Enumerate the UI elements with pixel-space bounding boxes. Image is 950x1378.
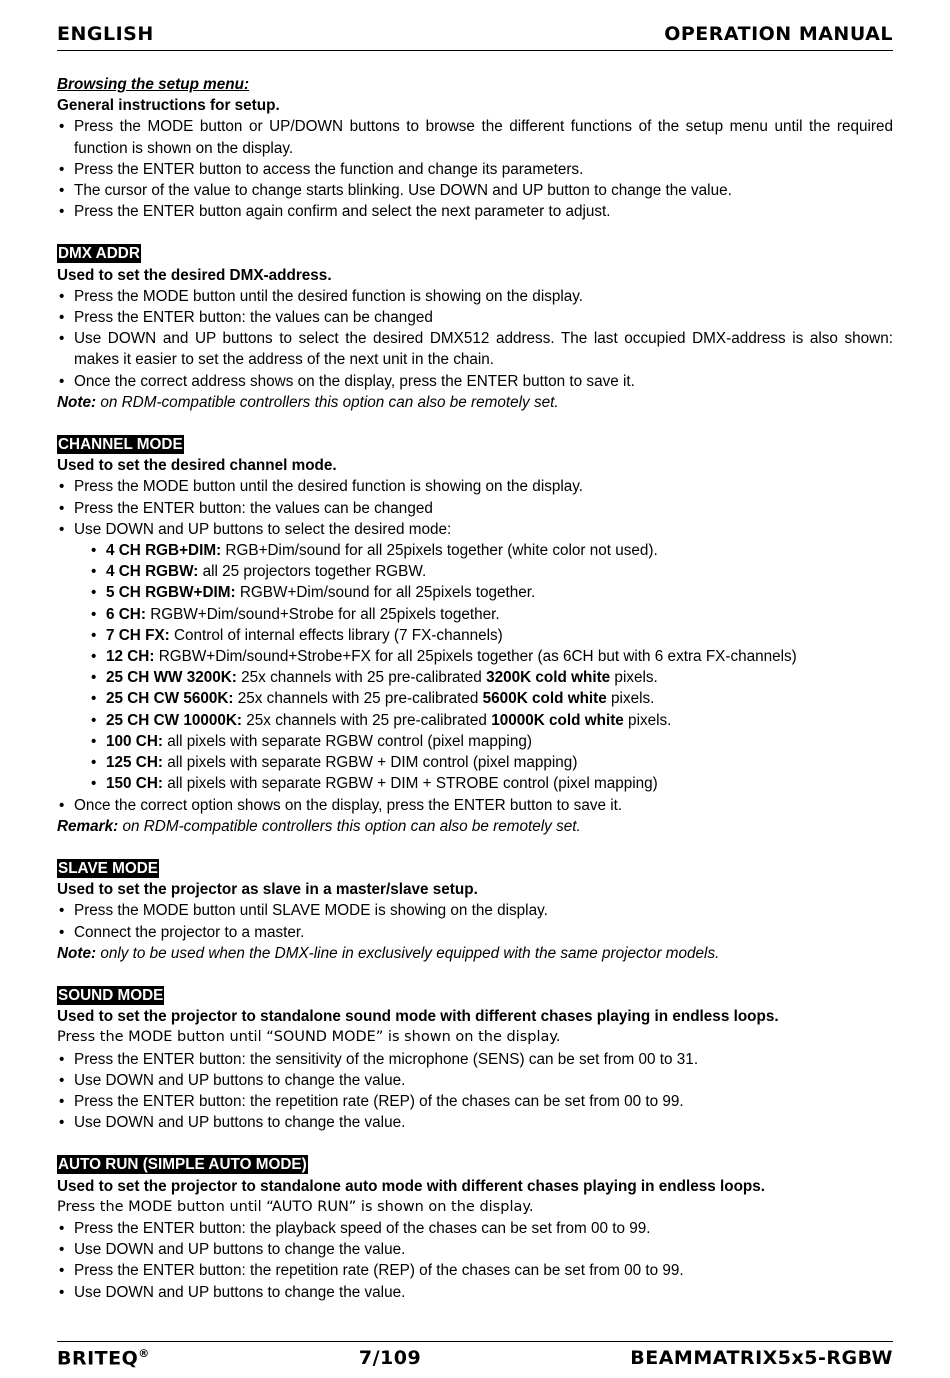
remark: [57, 816, 893, 837]
list-item: • Use DOWN and UP buttons to change the value.: [57, 1112, 893, 1133]
list-item: • Connect the projector to a master.: [57, 922, 893, 943]
list-item: • Use DOWN and UP buttons to change the value.: [57, 1239, 893, 1260]
mode-item: • 25 CH CW 10000K: 25x channels with 25 pre-calibrated 10000K cold white pixels.: [57, 710, 893, 731]
remark-text: on RDM-compatible controllers this option can also be remotely set.: [118, 817, 581, 835]
section-subtitle: Used to set the desired DMX-address.: [57, 266, 332, 284]
mode-item: • 150 CH: all pixels with separate RGBW + DIM + STROBE control (pixel mapping): [57, 773, 893, 794]
mode-item: • 12 CH: RGBW+Dim/sound+Strobe+FX for all 25pixels together (as 6CH but with 6 extra FX-channels): [57, 646, 893, 667]
section-tag-slave-mode: SLAVE MODE: [58, 859, 159, 877]
list-item: • Once the correct option shows on the display, press the ENTER button to save it.: [57, 795, 893, 816]
mode-item: • 25 CH CW 5600K: 25x channels with 25 pre-calibrated 5600K cold white pixels.: [57, 688, 893, 709]
note: [57, 392, 893, 413]
channel-mode-list: [57, 476, 893, 540]
list-item: • Press the MODE button until the desired function is showing on the display.: [57, 286, 893, 307]
footer-brand: BRITEQ®: [57, 1346, 150, 1370]
note-label: Note:: [57, 393, 97, 411]
list-item: • Press the ENTER button: the values can be changed: [57, 307, 893, 328]
note-label: Note:: [57, 944, 97, 962]
list-item: • Press the ENTER button: the repetition rate (REP) of the chases can be set from 00 to 99.: [57, 1091, 893, 1112]
list-item: • Press the MODE button until SLAVE MODE is showing on the display.: [57, 900, 893, 921]
slave-mode-section: [57, 858, 893, 964]
list-item: • Press the ENTER button: the playback speed of the chases can be set from 00 to 99.: [57, 1218, 893, 1239]
note-text: only to be used when the DMX-line in exclusively equipped with the same projector models.: [96, 944, 720, 962]
list-item: • Use DOWN and UP buttons to change the value.: [57, 1282, 893, 1303]
section-tag-dmx-addr: DMX ADDR: [58, 245, 140, 263]
mode-item: • 5 CH RGBW+DIM: RGBW+Dim/sound for all 25pixels together.: [57, 582, 893, 603]
manual-content: [57, 74, 893, 1303]
list-item: • Press the MODE button until the desired function is showing on the display.: [57, 476, 893, 497]
list-item: • Press the ENTER button: the repetition rate (REP) of the chases can be set from 00 to 99.: [57, 1260, 893, 1281]
mode-item: • 25 CH WW 3200K: 25x channels with 25 pre-calibrated 3200K cold white pixels.: [57, 667, 893, 688]
mode-item: • 6 CH: RGBW+Dim/sound+Strobe for all 25pixels together.: [57, 604, 893, 625]
browsing-section: [57, 74, 893, 222]
browsing-title: Browsing the setup menu:: [57, 76, 250, 93]
footer-model: BEAMMATRIX5x5-RGBW: [630, 1347, 893, 1369]
auto-run-section: [57, 1154, 893, 1302]
section-tag-channel-mode: CHANNEL MODE: [58, 436, 183, 454]
mode-item: • 100 CH: all pixels with separate RGBW control (pixel mapping): [57, 731, 893, 752]
page-footer: [57, 1341, 893, 1374]
channel-mode-section: [57, 434, 893, 837]
list-item: • Use DOWN and UP buttons to select the desired DMX512 address. The last occupied DMX-address is also shown: makes it easier to set the address of the next unit in the chain.: [57, 328, 893, 370]
section-subtitle: Used to set the projector to standalone sound mode with different chases playing in endless loops.: [57, 1008, 779, 1026]
section-subtitle: Used to set the projector to standalone auto mode with different chases playing in endless loops.: [57, 1177, 766, 1195]
mode-item: • 125 CH: all pixels with separate RGBW + DIM control (pixel mapping): [57, 752, 893, 773]
list-item: • Press the ENTER button: the sensitivity of the microphone (SENS) can be set from 00 to 31.: [57, 1049, 893, 1070]
remark-label: Remark:: [57, 817, 119, 835]
mode-item: • 4 CH RGBW: all 25 projectors together RGBW.: [57, 561, 893, 582]
channel-modes-sublist: [57, 540, 893, 794]
section-instruction: Press the MODE button until “SOUND MODE” is shown on the display.: [57, 1029, 561, 1046]
mode-item: • 7 CH FX: Control of internal effects library (7 FX-channels): [57, 625, 893, 646]
list-item: • Once the correct address shows on the display, press the ENTER button to save it.: [57, 371, 893, 392]
section-subtitle: Used to set the desired channel mode.: [57, 457, 337, 475]
list-item: • The cursor of the value to change starts blinking. Use DOWN and UP button to change the value.: [57, 180, 893, 201]
list-item: • Press the ENTER button: the values can be changed: [57, 498, 893, 519]
list-item: • Press the MODE button or UP/DOWN buttons to browse the different functions of the setup menu until the required function is shown on the display.: [57, 116, 893, 158]
slave-mode-list: [57, 900, 893, 942]
header-title: OPERATION MANUAL: [664, 23, 893, 45]
list-item: • Press the ENTER button to access the function and change its parameters.: [57, 159, 893, 180]
auto-run-list: [57, 1218, 893, 1303]
browsing-subtitle: General instructions for setup.: [57, 97, 280, 115]
note: [57, 943, 893, 964]
page-header: [57, 18, 893, 51]
dmx-addr-list: [57, 286, 893, 392]
section-subtitle: Used to set the projector as slave in a master/slave setup.: [57, 881, 478, 899]
note-text: on RDM-compatible controllers this option can also be remotely set.: [96, 393, 559, 411]
channel-mode-list-end: [57, 795, 893, 816]
section-instruction: Press the MODE button until “AUTO RUN” is shown on the display.: [57, 1198, 534, 1215]
dmx-addr-section: [57, 243, 893, 413]
list-item: • Use DOWN and UP buttons to change the value.: [57, 1070, 893, 1091]
browsing-list: [57, 116, 893, 222]
sound-mode-section: [57, 985, 893, 1133]
header-language: ENGLISH: [57, 23, 154, 45]
registered-mark: ®: [138, 1346, 150, 1360]
mode-item: • 4 CH RGB+DIM: RGB+Dim/sound for all 25pixels together (white color not used).: [57, 540, 893, 561]
sound-mode-list: [57, 1049, 893, 1134]
section-tag-sound-mode: SOUND MODE: [58, 986, 164, 1004]
list-item: • Use DOWN and UP buttons to select the desired mode:: [57, 519, 893, 540]
page-number: 7/109: [358, 1347, 422, 1369]
list-item: • Press the ENTER button again confirm and select the next parameter to adjust.: [57, 201, 893, 222]
section-tag-auto-run: AUTO RUN (SIMPLE AUTO MODE): [58, 1156, 307, 1174]
